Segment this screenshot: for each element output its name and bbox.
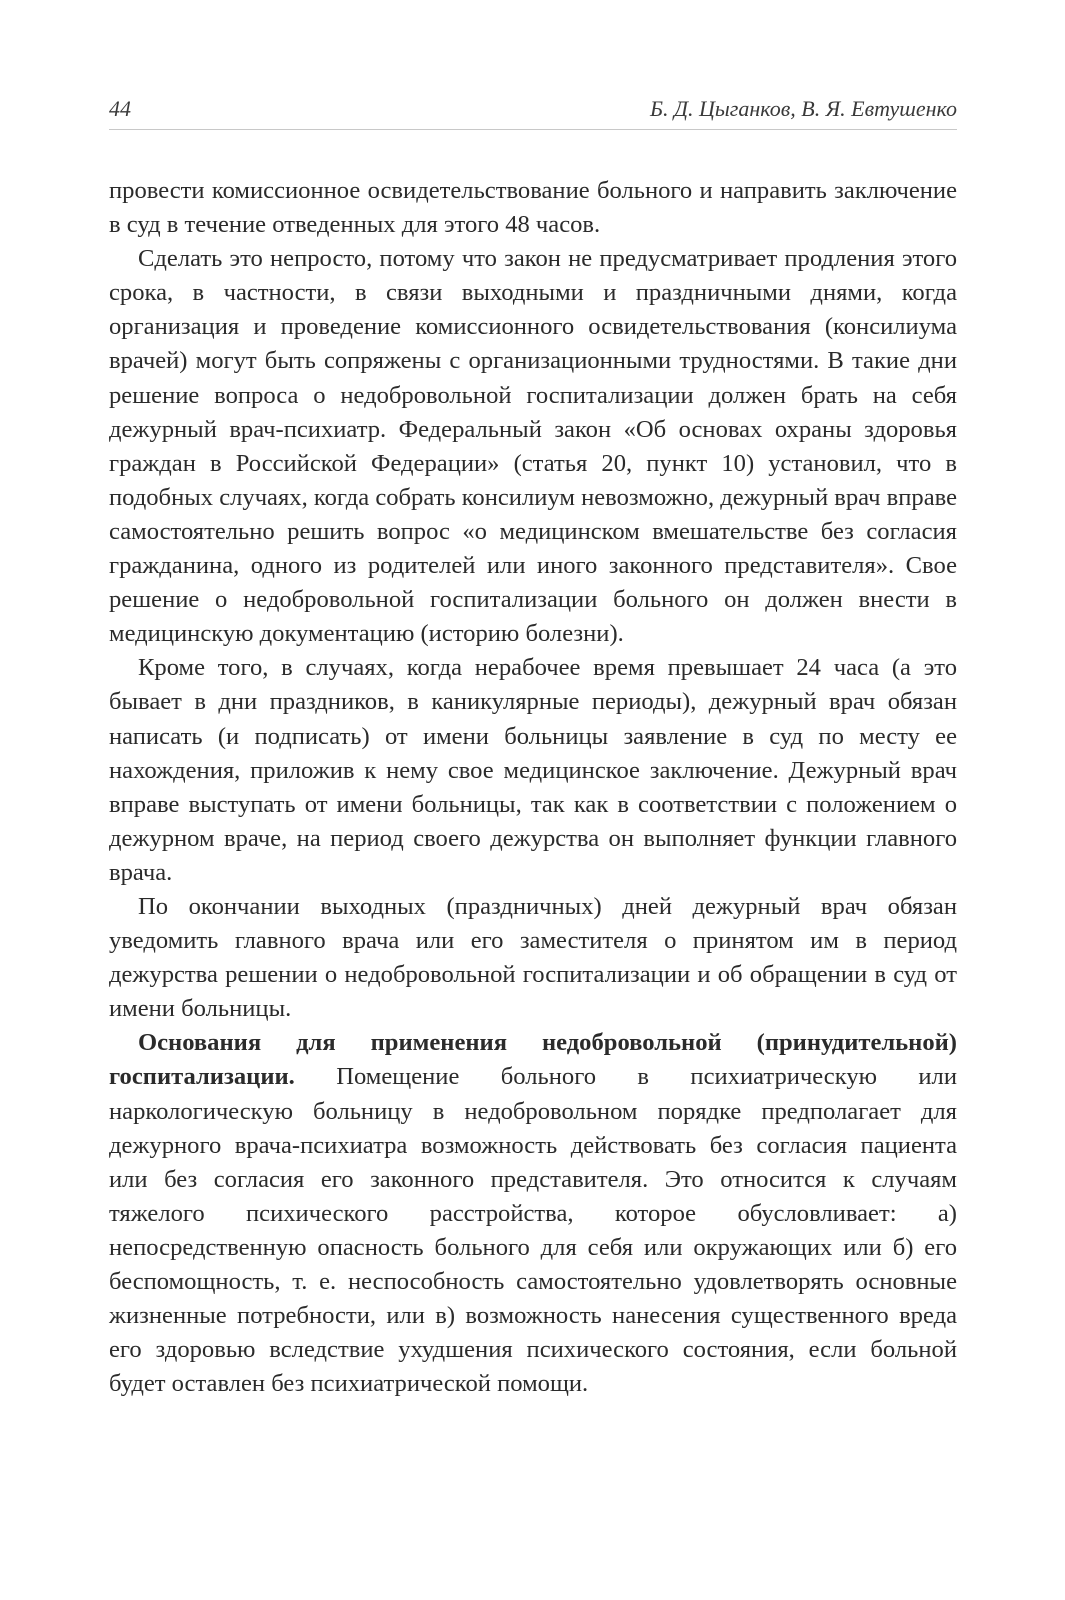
header-divider: [109, 129, 957, 130]
paragraph-4: [109, 890, 957, 1026]
paragraph-5-text: Помещение больного в психиатрическую или наркологическую больницу в недобровольном порядке предполагает для дежурного врача-психиатра возможность действовать без согласия пациента или без согласия его законного представителя. Это относится к случаям тяжелого психического расстройства, которое обусловливает: а) непосредственную опасность больного для себя или окружающих или б) его беспомощность, т. е. неспособность самостоятельно удовлетворять основные жизненные потребности, или в) возможность нанесения существенного вреда его здоровью вследствие ухудшения психического состояния, если больной будет оставлен без психиатрической помощи.: [109, 1063, 957, 1398]
paragraph-2: [109, 242, 957, 651]
page-number: 44: [109, 96, 131, 121]
paragraph-1: [109, 174, 957, 242]
paragraph-3: [109, 651, 957, 890]
paragraph-3-text: Кроме того, в случаях, когда нерабочее время превышает 24 часа (а это бывает в дни праздников, в каникулярные периоды), дежурный врач обязан написать (и подписать) от имени больницы заявление в суд по месту ее нахождения, приложив к нему свое медицинское заключение. Дежурный врач вправе выступать от имени больницы, так как в соответствии с положением о дежурном враче, на период своего дежурства он выполняет функции главного врача.: [109, 654, 957, 886]
page-header: [109, 96, 957, 130]
section-heading-lead: Основания для применения недобровольной (принудительной) госпитализации.: [109, 1029, 957, 1091]
running-head-authors: Б. Д. Цыганков, В. Я. Евтушенко: [650, 96, 957, 121]
body-text: [109, 174, 957, 1401]
paragraph-5: [109, 1026, 957, 1401]
paragraph-1-text: провести комиссионное освидетельствование больного и направить заключение в суд в течение отведенных для этого 48 часов.: [109, 177, 957, 239]
paragraph-2-text: Сделать это непросто, потому что закон не предусматривает продления этого срока, в частности, в связи выходными и праздничными днями, когда организация и проведение комиссионного освидетельствования (консилиума врачей) могут быть сопряжены с организационными трудностями. В такие дни решение вопроса о недобровольной госпитализации должен брать на себя дежурный врач-психиатр. Федеральный закон «Об основах охраны здоровья граждан в Российской Федерации» (статья 20, пункт 10) установил, что в подобных случаях, когда собрать консилиум невозможно, дежурный врач вправе самостоятельно решить вопрос «о медицинском вмешательстве без согласия гражданина, одного из родителей или иного законного представителя». Свое решение о недобровольной госпитализации больного он должен внести в медицинскую документацию (историю болезни).: [109, 245, 958, 648]
paragraph-4-text: По окончании выходных (праздничных) дней дежурный врач обязан уведомить главного врача или его заместителя о принятом им в период дежурства решении о недобровольной госпитализации и об обращении в суд от имени больницы.: [109, 892, 957, 1023]
